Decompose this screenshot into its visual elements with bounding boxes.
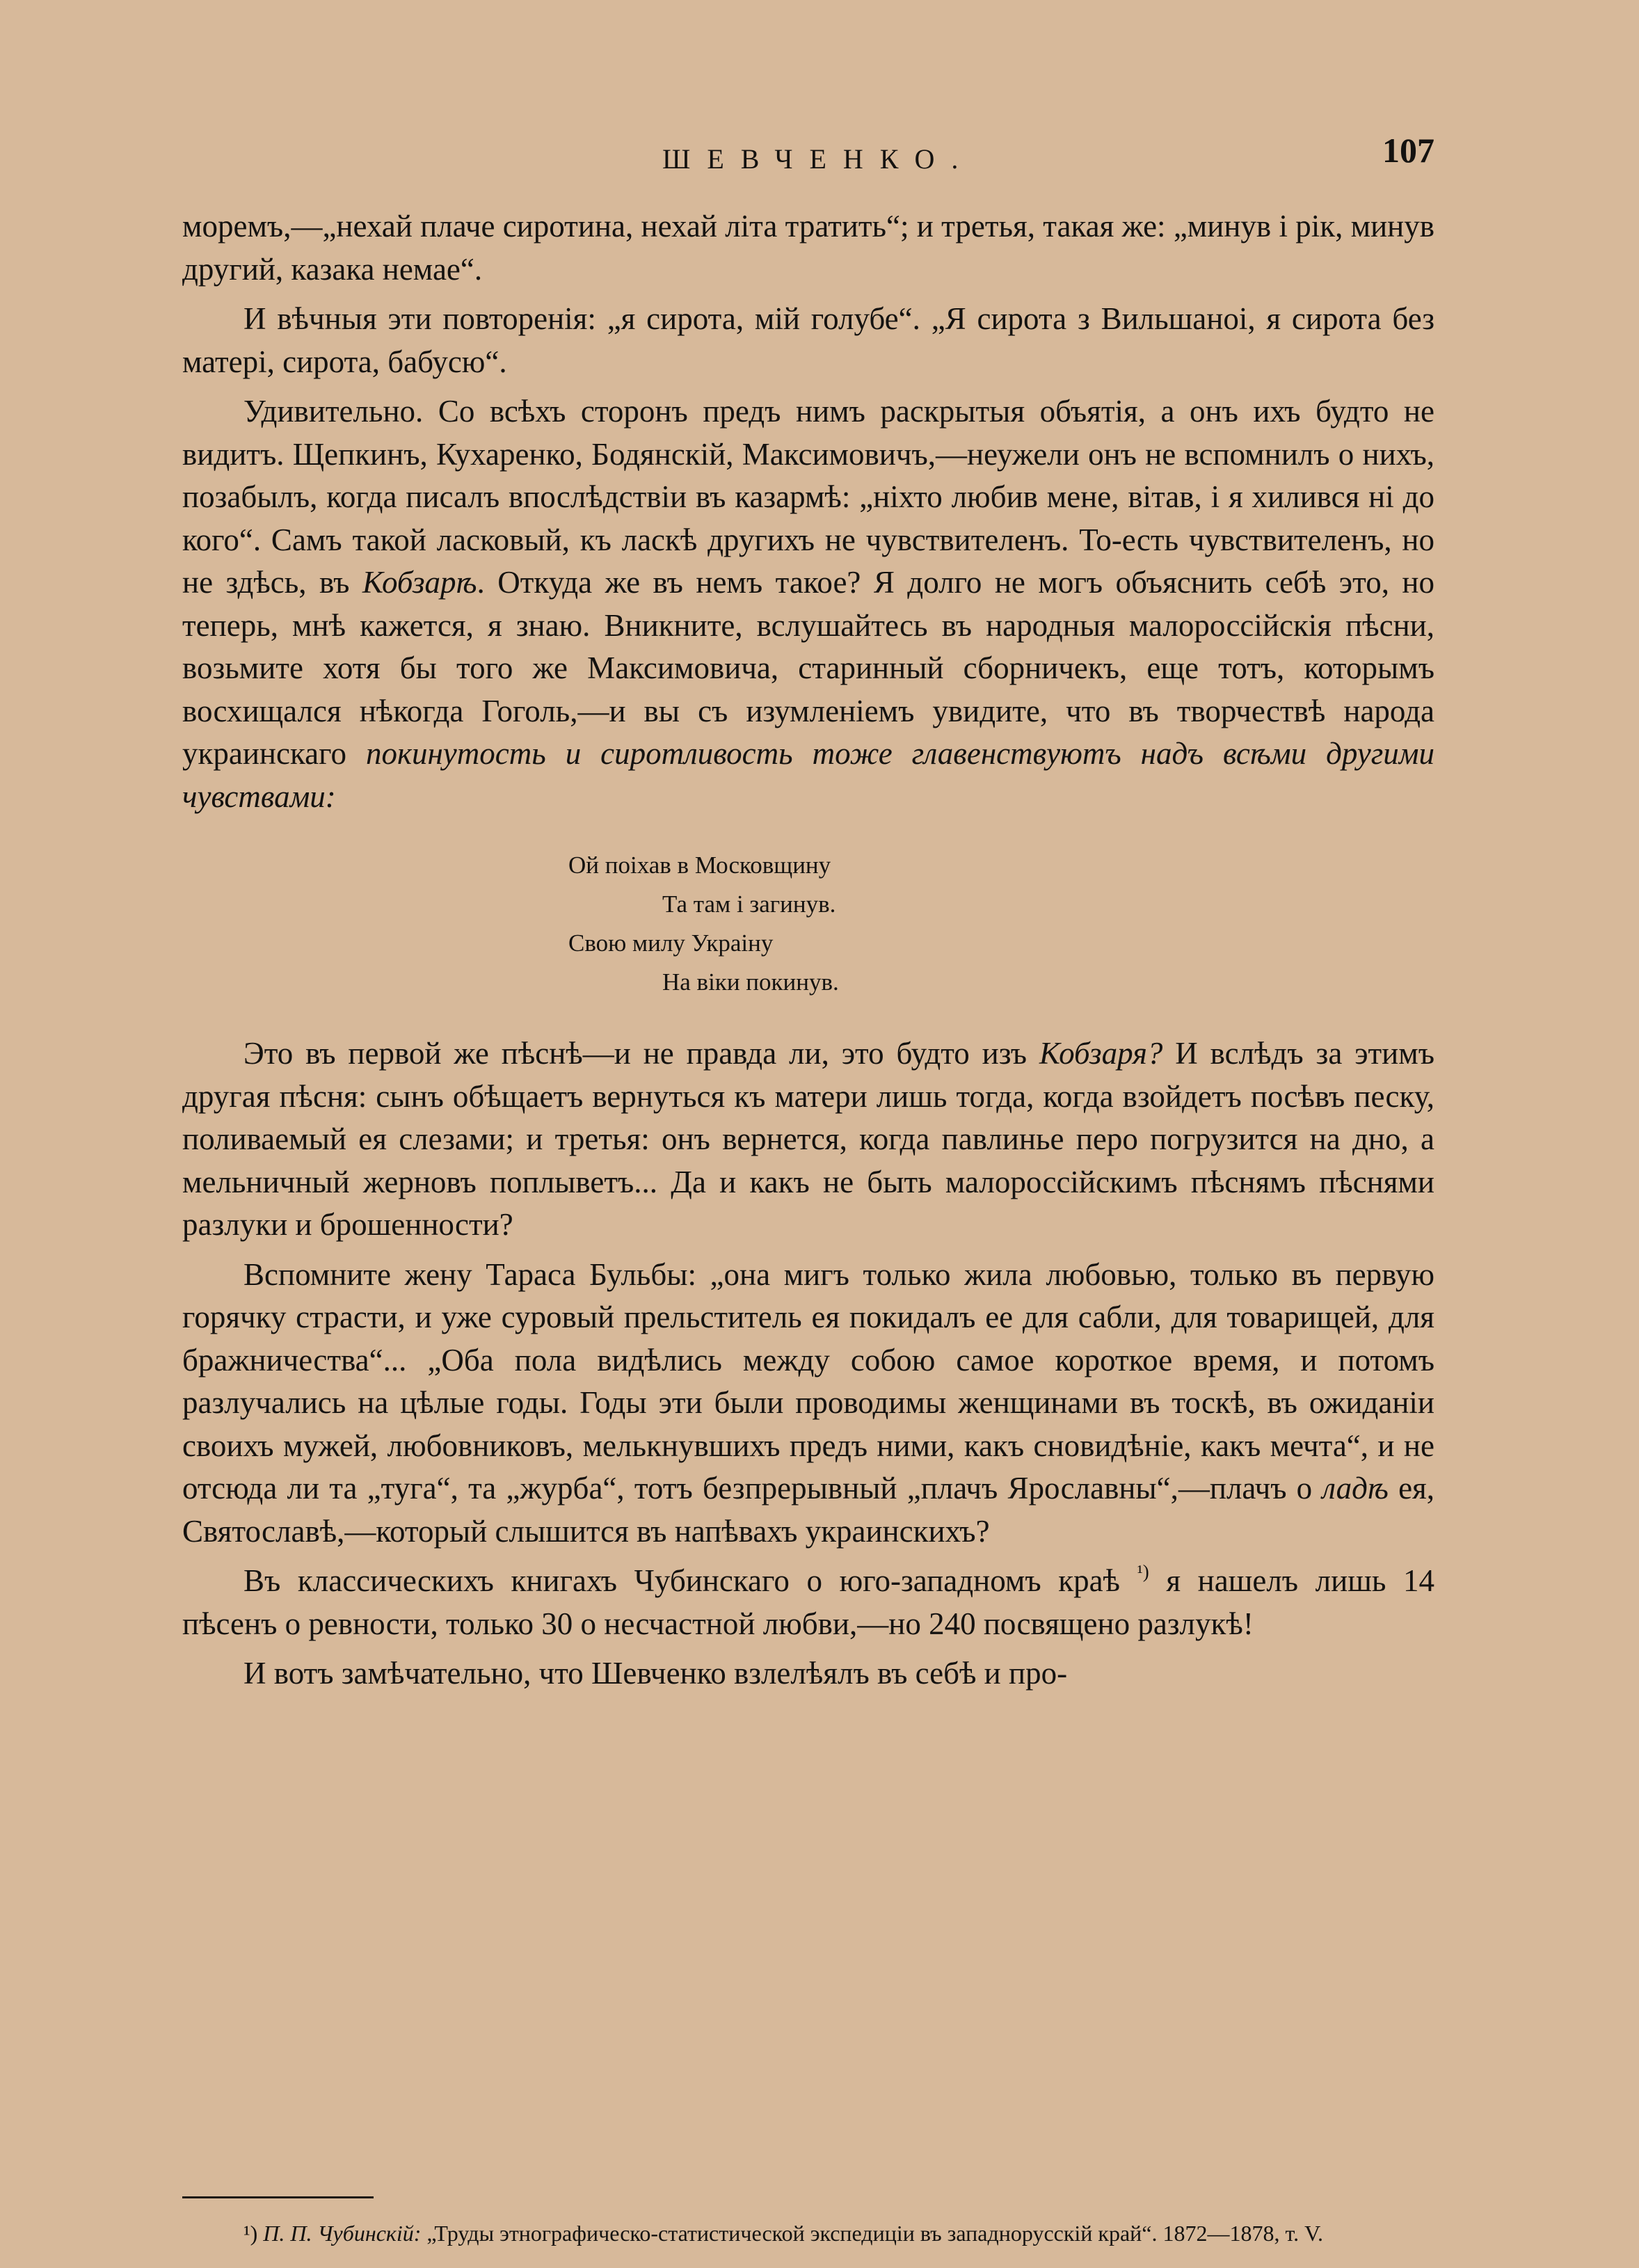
- running-head: [182, 122, 1434, 177]
- footnote-author: П. П. Чубинскій:: [263, 2221, 422, 2246]
- paragraph-6-text-a: Въ классическихъ книгахъ Чубинскаго о юго-западномъ краѣ: [243, 1563, 1137, 1598]
- footnote: [182, 2216, 1434, 2251]
- verse-line: Та там і загинув.: [662, 891, 836, 918]
- paragraph-3-text-b: . Откуда же въ немъ такое? Я долго не могъ объяснить себѣ это, но теперь, мнѣ кажется, я знаю. Вникните, вслушайтесь въ народныя малороссійскія пѣсни, возьмите хотя бы того же Максимовича, старинный сборничекъ, еще тотъ, которымъ восхищался нѣкогда Гоголь,—и вы съ изумленіемъ увидите, что въ творчествѣ народа украинскаго: [182, 565, 1434, 771]
- paragraph-3: [182, 390, 1434, 818]
- verse-line: Свою милу Украіну: [568, 929, 774, 957]
- folk-song-verse: [182, 846, 1434, 1002]
- paragraph-5: [182, 1254, 1434, 1554]
- footnote-text: „Труды этнографическо-статистической экспедиціи въ западнорусскій край“. 1872—1878, т. V.: [421, 2221, 1324, 2246]
- paragraph-4-text-b: И вслѣдъ за этимъ другая пѣсня: сынъ обѣщаетъ вернуться къ матери лишь тогда, когда взойдетъ посѣвъ песку, поливаемый ея слезами; и третья: онъ вернется, когда павлинье перо погрузится на дно, а мельничный жерновъ поплыветъ... Да и какъ не быть малороссійскимъ пѣснямъ пѣснями разлуки и брошенности?: [182, 1036, 1434, 1242]
- paragraph-1: моремъ,—„нехай плаче сиротина, нехай літа тратить“; и третья, такая же: „минув і рік, минув другий, казака немае“.: [182, 209, 1434, 287]
- running-title: ШЕВЧЕНКО.: [662, 143, 975, 175]
- kobzar-title: Кобзаря?: [1039, 1036, 1163, 1071]
- footnote-reference[interactable]: ¹): [1137, 1561, 1149, 1583]
- verse-line: Ой поіхав в Московщину: [568, 852, 831, 879]
- paragraph-7: И вотъ замѣчательно, что Шевченко взлелѣялъ въ себѣ и про-: [243, 1656, 1068, 1691]
- page-content: [182, 122, 1434, 2246]
- paragraph-3-emphasis: покинутость и сиротливость тоже главенствуютъ надъ всѣми другими чувствами:: [182, 736, 1434, 814]
- paragraph-4: [182, 1032, 1434, 1247]
- lado-word: ладѣ: [1322, 1471, 1389, 1506]
- paragraph-4-text-a: Это въ первой же пѣснѣ—и не правда ли, это будто изъ: [243, 1036, 1039, 1071]
- footnote-mark: ¹): [243, 2221, 258, 2246]
- paragraph-5-text-b: ея, Святославѣ,—который слышится въ напѣвахъ украинскихъ?: [182, 1471, 1434, 1549]
- page-number: 107: [1382, 131, 1434, 170]
- footnote-divider: [182, 2196, 374, 2198]
- paragraph-3-text-a: Удивительно. Со всѣхъ сторонъ предъ нимъ раскрытыя объятія, а онъ ихъ будто не видитъ. Щепкинъ, Кухаренко, Бодянскій, Максимовичъ,—неужели онъ не вспомнилъ о нихъ, позабылъ, когда писалъ впослѣдствіи въ казармѣ: „ніхто любив мене, вітав, і я хилився ні до кого“. Самъ такой ласковый, къ ласкѣ другихъ не чувствителенъ. То-есть чувствителенъ, но не здѣсь, въ: [182, 394, 1434, 600]
- paragraph-6-text-b: я нашелъ лишь 14 пѣсенъ о ревности, только 30 о несчастной любви,—но 240 посвящено разлукѣ!: [182, 1563, 1434, 1641]
- verse-line: На віки покинув.: [662, 968, 839, 996]
- paragraph-6: [182, 1560, 1434, 1645]
- paragraph-2: И вѣчныя эти повторенія: „я сирота, мій голубе“. „Я сирота з Вильшаноі, я сирота без матері, сирота, бабусю“.: [182, 301, 1434, 379]
- body-text: [182, 205, 1434, 1702]
- kobzar-title: Кобзарѣ: [362, 565, 477, 600]
- paragraph-5-text-a: Вспомните жену Тараса Бульбы: „она мигъ только жила любовью, только въ первую горячку страсти, и уже суровый прельститель ея покидалъ ее для сабли, для товарищей, для бражничества“... „Оба пола видѣлись между собою самое короткое время, и потомъ разлучались на цѣлые годы. Годы эти были проводимы женщинами въ тоскѣ, въ ожиданіи своихъ мужей, любовниковъ, мелькнувшихъ предъ ними, какъ сновидѣніе, какъ мечта“, и не отсюда ли та „туга“, та „журба“, тотъ безпрерывный „плачъ Ярославны“,—плачъ о: [182, 1256, 1434, 1506]
